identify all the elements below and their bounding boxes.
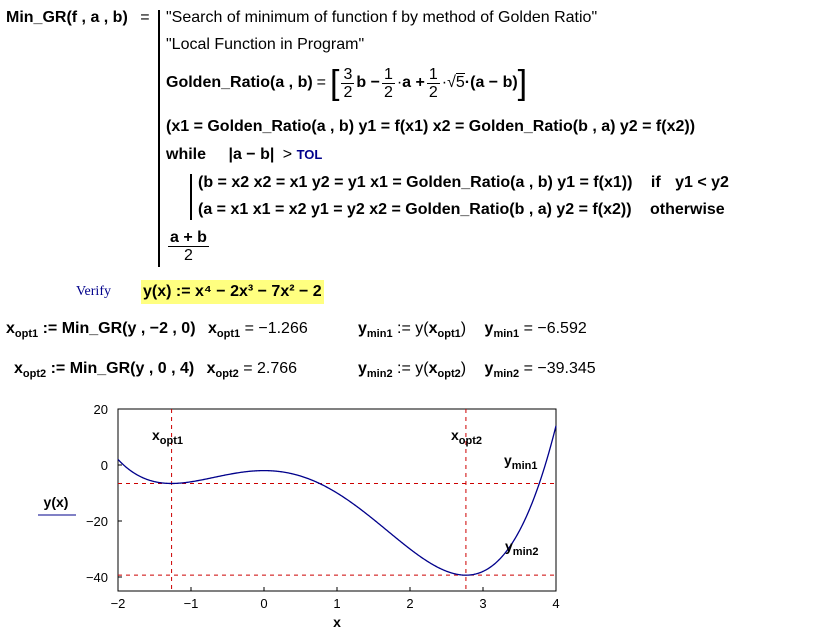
annotation-x-opt2: $x_{opt2}$ xyxy=(451,427,483,447)
fraction-1-2: $\frac{1}{2}$ xyxy=(383,65,393,101)
y-tick-label: 20 xyxy=(93,402,108,417)
fraction-1-2-b: $\frac{1}{2}$ xyxy=(428,65,438,101)
fraction-3-2: $\frac{3}{2}$ xyxy=(343,65,353,101)
return-value: $\frac{a + b}{2}$ xyxy=(170,229,207,264)
result-row-1: $x_{opt1}$ := Min_GR(y , −2 , 0) $x_{opt1} = -1.266$ xyxy=(6,320,308,340)
init-line: (x1 = Golden_Ratio(a , b) y1 = f(x1) x2 = Golden_Ratio(b , a) y2 = f(x2)) xyxy=(166,118,696,135)
x-tick-label: 2 xyxy=(406,596,414,611)
function-y-definition[interactable]: y(x) := x⁴ − 2x³ − 7x² − 2 xyxy=(141,280,324,304)
y-axis-label: y(x) xyxy=(43,494,69,510)
series-line-y xyxy=(118,426,556,575)
result-ymin-1: $y_{min1}$ := $y(x_{opt1}) y_{min1} = -6.592$ xyxy=(358,320,587,340)
comment-line-2: "Local Function in Program" xyxy=(166,36,365,53)
x-tick-label: 0 xyxy=(260,596,268,611)
x-tick-label: −2 xyxy=(110,596,126,611)
while-line: while |a − b| > TOL xyxy=(166,146,323,163)
verify-label: Verify xyxy=(76,284,111,299)
branch-otherwise-line: (a = x1 x1 = x2 y1 = y2 x2 = Golden_Ratio(b , a) y2 = f(x2)) otherwise xyxy=(198,201,725,218)
golden-ratio-definition: Golden_Ratio(a , b) = [ $\frac{3}{2}$ b − $\frac{1}{2}$ · a + $\frac{1}{2}$ ·√5 ·(a − b) ] xyxy=(166,64,528,102)
result-row-2: $x_{opt2}$ := Min_GR(y , 0 , 4) $x_{opt2} = 2.766$ xyxy=(14,360,298,380)
comment-line-1: "Search of minimum of function f by method of Golden Ratio" xyxy=(166,9,598,26)
x-axis-label: x xyxy=(333,614,341,630)
y-tick-label: −20 xyxy=(85,514,108,529)
y-tick-label: 0 xyxy=(100,458,108,473)
plot-frame xyxy=(118,409,556,591)
result-ymin-2: $y_{min2}$ := $y(x_{opt2}) y_{min2} = -39.345$ xyxy=(358,360,596,380)
x-tick-label: 1 xyxy=(333,596,341,611)
annotation-y-min1: $y_{min1}$ xyxy=(504,452,538,472)
x-tick-label: 4 xyxy=(552,596,560,611)
x-tick-label: 3 xyxy=(479,596,487,611)
function-name: Min_GR(f , a , b) = xyxy=(6,9,150,26)
annotation-y-min2: $y_{min2}$ xyxy=(505,538,539,558)
annotation-x-opt1: $x_{opt1}$ xyxy=(152,427,184,447)
x-tick-label: −1 xyxy=(183,596,199,611)
y-tick-label: −40 xyxy=(85,570,108,585)
branch-if-line: (b = x2 x2 = x1 y2 = y1 x1 = Golden_Ratio(a , b) y1 = f(x1)) if y1 < y2 xyxy=(198,174,729,191)
